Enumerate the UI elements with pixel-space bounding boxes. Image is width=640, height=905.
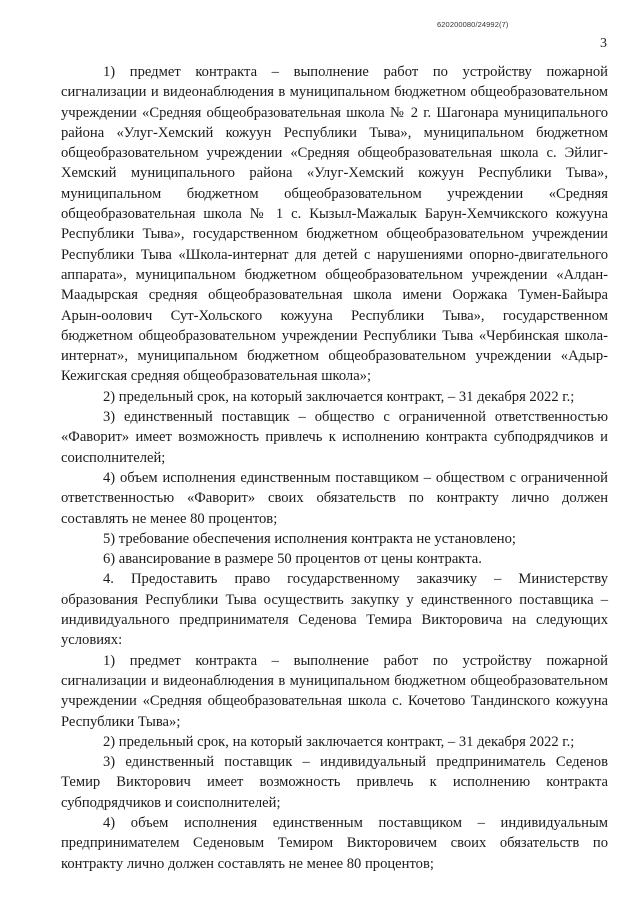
page-number: 3: [600, 36, 607, 51]
paragraph-volume-1: 4) объем исполнения единственным поставщиком – обществом с ограниченной ответственностью «Фаворит» своих обязательств по контракту лично должен составлять не менее 80 процентов;: [61, 469, 608, 527]
document-body: [61, 62, 608, 874]
paragraph-clause-4: 4. Предоставить право государственному заказчику – Министерству образования Республики Тыва осуществить закупку у единственного поставщика – индивидуального предпринимателя Седенова Темира Викторовича на следующих условиях:: [61, 571, 608, 649]
document-code: 620200080/24992(7): [437, 20, 509, 29]
paragraph-deadline-1: 2) предельный срок, на который заключается контракт, – 31 декабря 2022 г.;: [103, 388, 575, 405]
paragraph-security-1: 5) требование обеспечения исполнения контракта не установлено;: [103, 530, 516, 547]
paragraph-subject-2: 1) предмет контракта – выполнение работ по устройству пожарной сигнализации и видеонаблюдения в муниципальном бюджетном общеобразовательном учреждении «Средняя общеобразовательная школа с. Кочетово Тандинского кожууна Республики Тыва»;: [61, 652, 608, 730]
paragraph-supplier-1: 3) единственный поставщик – общество с ограниченной ответственностью «Фаворит» имеет возможность привлечь к исполнению контракта субподрядчиков и соисполнителей;: [61, 409, 608, 466]
paragraph-volume-2: 4) объем исполнения единственным поставщиком – индивидуальным предпринимателем Седеновым Темиром Викторовичем своих обязательств по контракту лично должен составлять не менее 80 процентов;: [61, 814, 608, 872]
paragraph-deadline-2: 2) предельный срок, на который заключается контракт, – 31 декабря 2022 г.;: [103, 733, 575, 750]
paragraph-advance-1: 6) авансирование в размере 50 процентов от цены контракта.: [103, 551, 482, 568]
paragraph-subject-1: 1) предмет контракта – выполнение работ по устройству пожарной сигнализации и видеонаблюдения в муниципальном бюджетном общеобразовательном учреждении «Средняя общеобразовательная школа № 2 г. Шагонара муниципального района «Улуг-Хемский кожуун Республики Тыва», муниципальном бюджетном общеобразовательном учреждении «Средняя общеобразовательная школа с. Эйлиг-Хемский муниципального района «Улуг-Хемский кожуун Республики Тыва», муниципальном бюджетном общеобразовательном учреждении «Средняя общеобразовательная школа № 1 с. Кызыл-Мажалык Барун-Хемчикского кожууна Республики Тыва», государственном бюджетном общеобразовательном учреждении Республики Тыва «Школа-интернат для детей с нарушениями опорно-двигательного аппарата», муниципальном бюджетном общеобразовательном учреждении «Алдан-Маадырская средняя общеобразовательная школа имени Ооржака Тумен-Байыра Арын-оолович Сут-Хольского кожууна Республики Тыва», государственном бюджетном общеобразовательном учреждении Республики Тыва «Чербинская школа-интернат», муниципальном бюджетном общеобразовательном учреждении «Адыр-Кежигская средняя общеобразовательная школа»;: [61, 64, 608, 385]
paragraph-supplier-2: 3) единственный поставщик – индивидуальный предприниматель Седенов Темир Викторович имеет возможность привлечь к исполнению контракта субподрядчиков и соисполнителей;: [61, 754, 608, 811]
